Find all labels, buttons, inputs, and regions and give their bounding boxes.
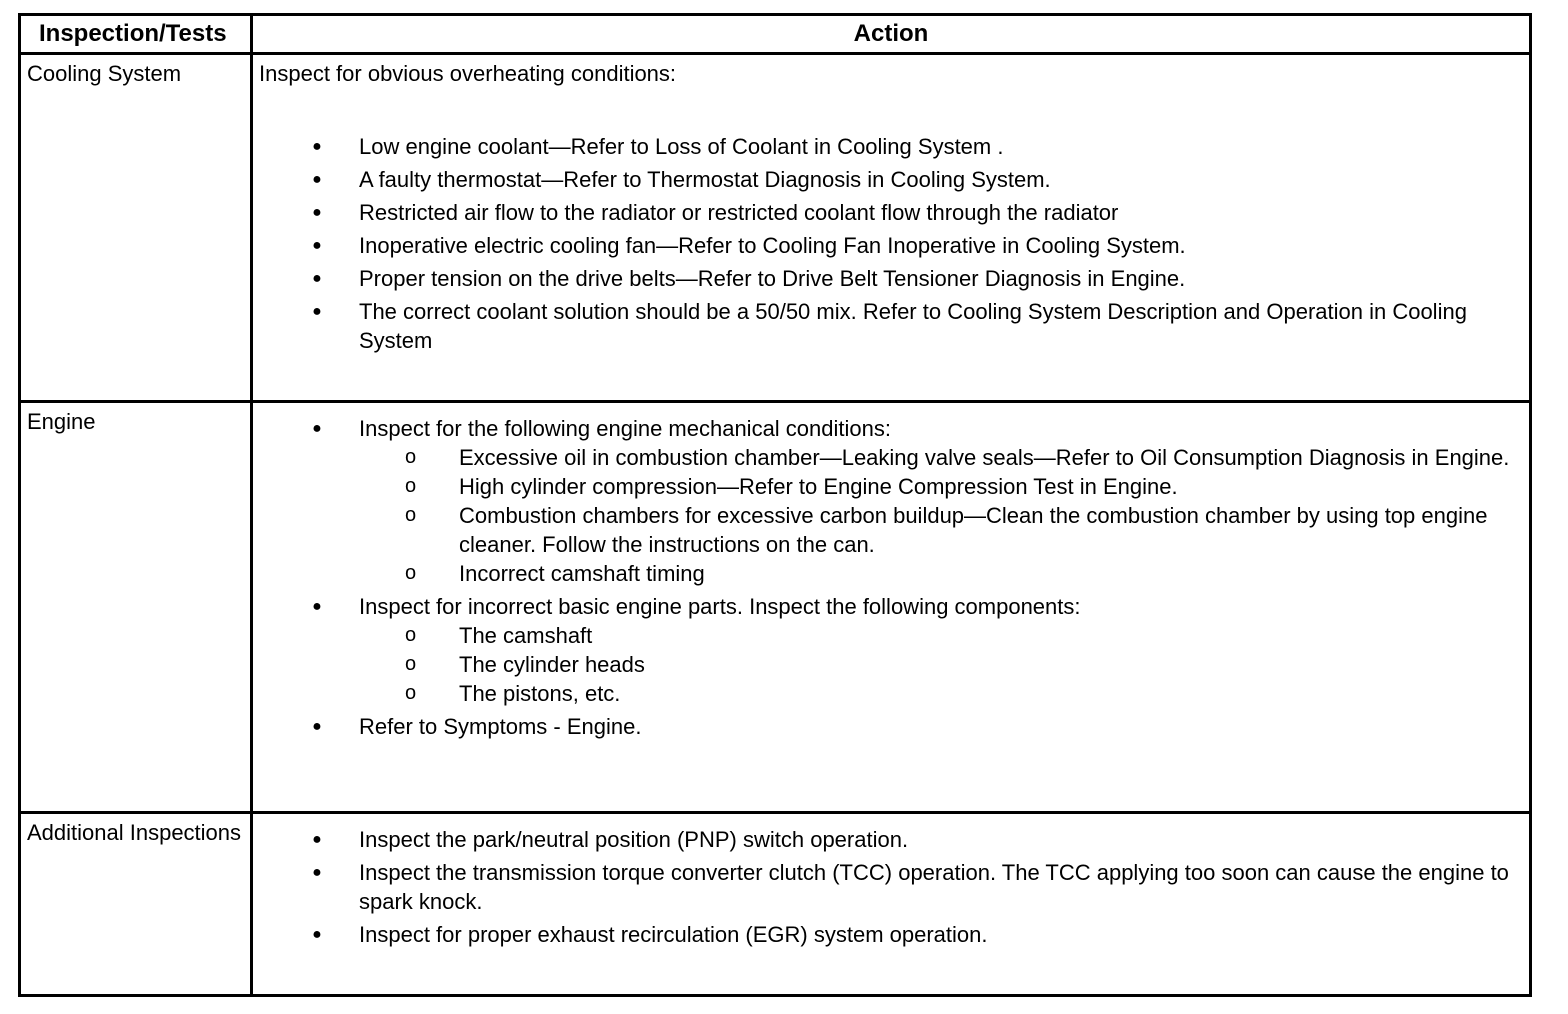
list-item-text: Restricted air flow to the radiator or restricted coolant flow through the radiator	[359, 200, 1119, 225]
engine-sub-list	[253, 621, 1519, 708]
bullet-icon: ●	[312, 270, 322, 287]
engine-bullet-list	[253, 414, 1519, 741]
circle-bullet-icon: o	[405, 475, 417, 497]
circle-bullet-icon: o	[405, 562, 417, 584]
list-item-text: Inoperative electric cooling fan—Refer to Cooling Fan Inoperative in Cooling System.	[359, 233, 1186, 258]
sub-item-text: High cylinder compression—Refer to Engine Compression Test in Engine.	[459, 474, 1178, 499]
list-item-text: Inspect the park/neutral position (PNP) switch operation.	[359, 827, 909, 852]
bullet-icon: ●	[312, 926, 322, 943]
bullet-icon: ●	[312, 204, 322, 221]
sub-list-item	[253, 443, 1519, 472]
bullet-icon: ●	[312, 831, 322, 848]
row-label-engine: Engine	[20, 402, 252, 813]
sub-list-item	[253, 650, 1519, 679]
list-item	[253, 264, 1519, 293]
list-item	[253, 414, 1519, 588]
sub-item-text: The camshaft	[459, 623, 593, 648]
list-item-text: Inspect for proper exhaust recirculation (EGR) system operation.	[359, 922, 988, 947]
sub-list-item	[253, 559, 1519, 588]
sub-item-text: Incorrect camshaft timing	[459, 561, 705, 586]
sub-item-text: Excessive oil in combustion chamber—Leaking valve seals—Refer to Oil Consumption Diagnosis in Engine.	[459, 445, 1510, 470]
table-row	[20, 813, 1531, 996]
sub-list-item	[253, 472, 1519, 501]
bullet-icon: ●	[312, 303, 322, 320]
list-item	[253, 920, 1519, 949]
table-row	[20, 402, 1531, 813]
header-action: Action	[252, 15, 1531, 54]
circle-bullet-icon: o	[405, 682, 417, 704]
circle-bullet-icon: o	[405, 624, 417, 646]
list-item-text: Refer to Symptoms - Engine.	[359, 714, 642, 739]
sub-item-text: The cylinder heads	[459, 652, 645, 677]
row-action-engine	[252, 402, 1531, 813]
row-label-additional-inspections: Additional Inspections	[20, 813, 252, 996]
table-row	[20, 54, 1531, 402]
row-label-cooling-system: Cooling System	[20, 54, 252, 402]
list-item	[253, 858, 1519, 916]
bullet-icon: ●	[312, 237, 322, 254]
row-action-cooling-system	[252, 54, 1531, 402]
list-item-text: Inspect the transmission torque converter clutch (TCC) operation. The TCC applying too soon can cause the engine to spark knock.	[359, 860, 1509, 914]
list-item	[253, 132, 1519, 161]
list-item	[253, 231, 1519, 260]
list-item-text: Inspect for incorrect basic engine parts. Inspect the following components:	[359, 594, 1081, 619]
bullet-icon: ●	[312, 598, 322, 615]
bullet-icon: ●	[312, 718, 322, 735]
circle-bullet-icon: o	[405, 504, 417, 526]
list-item-text: Inspect for the following engine mechanical conditions:	[359, 416, 891, 441]
cooling-bullet-list	[253, 132, 1519, 355]
bullet-icon: ●	[312, 138, 322, 155]
header-inspection-tests: Inspection/Tests	[20, 15, 252, 54]
list-item-text: Proper tension on the drive belts—Refer to Drive Belt Tensioner Diagnosis in Engine.	[359, 266, 1186, 291]
sub-list-item	[253, 501, 1519, 559]
cooling-intro: Inspect for obvious overheating conditions:	[259, 61, 677, 86]
list-item	[253, 165, 1519, 194]
additional-bullet-list	[253, 825, 1519, 949]
inspection-table	[18, 13, 1532, 997]
list-item	[253, 297, 1519, 355]
list-item-text: The correct coolant solution should be a 50/50 mix. Refer to Cooling System Description and Operation in Cooling System	[359, 299, 1467, 353]
sub-list-item	[253, 621, 1519, 650]
list-item	[253, 198, 1519, 227]
bullet-icon: ●	[312, 420, 322, 437]
sub-list-item	[253, 679, 1519, 708]
engine-sub-list	[253, 443, 1519, 588]
sub-item-text: Combustion chambers for excessive carbon buildup—Clean the combustion chamber by using top engine cleaner. Follow the instructions on the can.	[459, 503, 1488, 557]
row-action-additional-inspections	[252, 813, 1531, 996]
circle-bullet-icon: o	[405, 446, 417, 468]
sub-item-text: The pistons, etc.	[459, 681, 621, 706]
list-item-text: A faulty thermostat—Refer to Thermostat Diagnosis in Cooling System.	[359, 167, 1051, 192]
list-item-text: Low engine coolant—Refer to Loss of Coolant in Cooling System .	[359, 134, 1004, 159]
circle-bullet-icon: o	[405, 653, 417, 675]
list-item	[253, 592, 1519, 708]
bullet-icon: ●	[312, 864, 322, 881]
bullet-icon: ●	[312, 171, 322, 188]
list-item	[253, 712, 1519, 741]
list-item	[253, 825, 1519, 854]
table-header-row	[20, 15, 1531, 54]
